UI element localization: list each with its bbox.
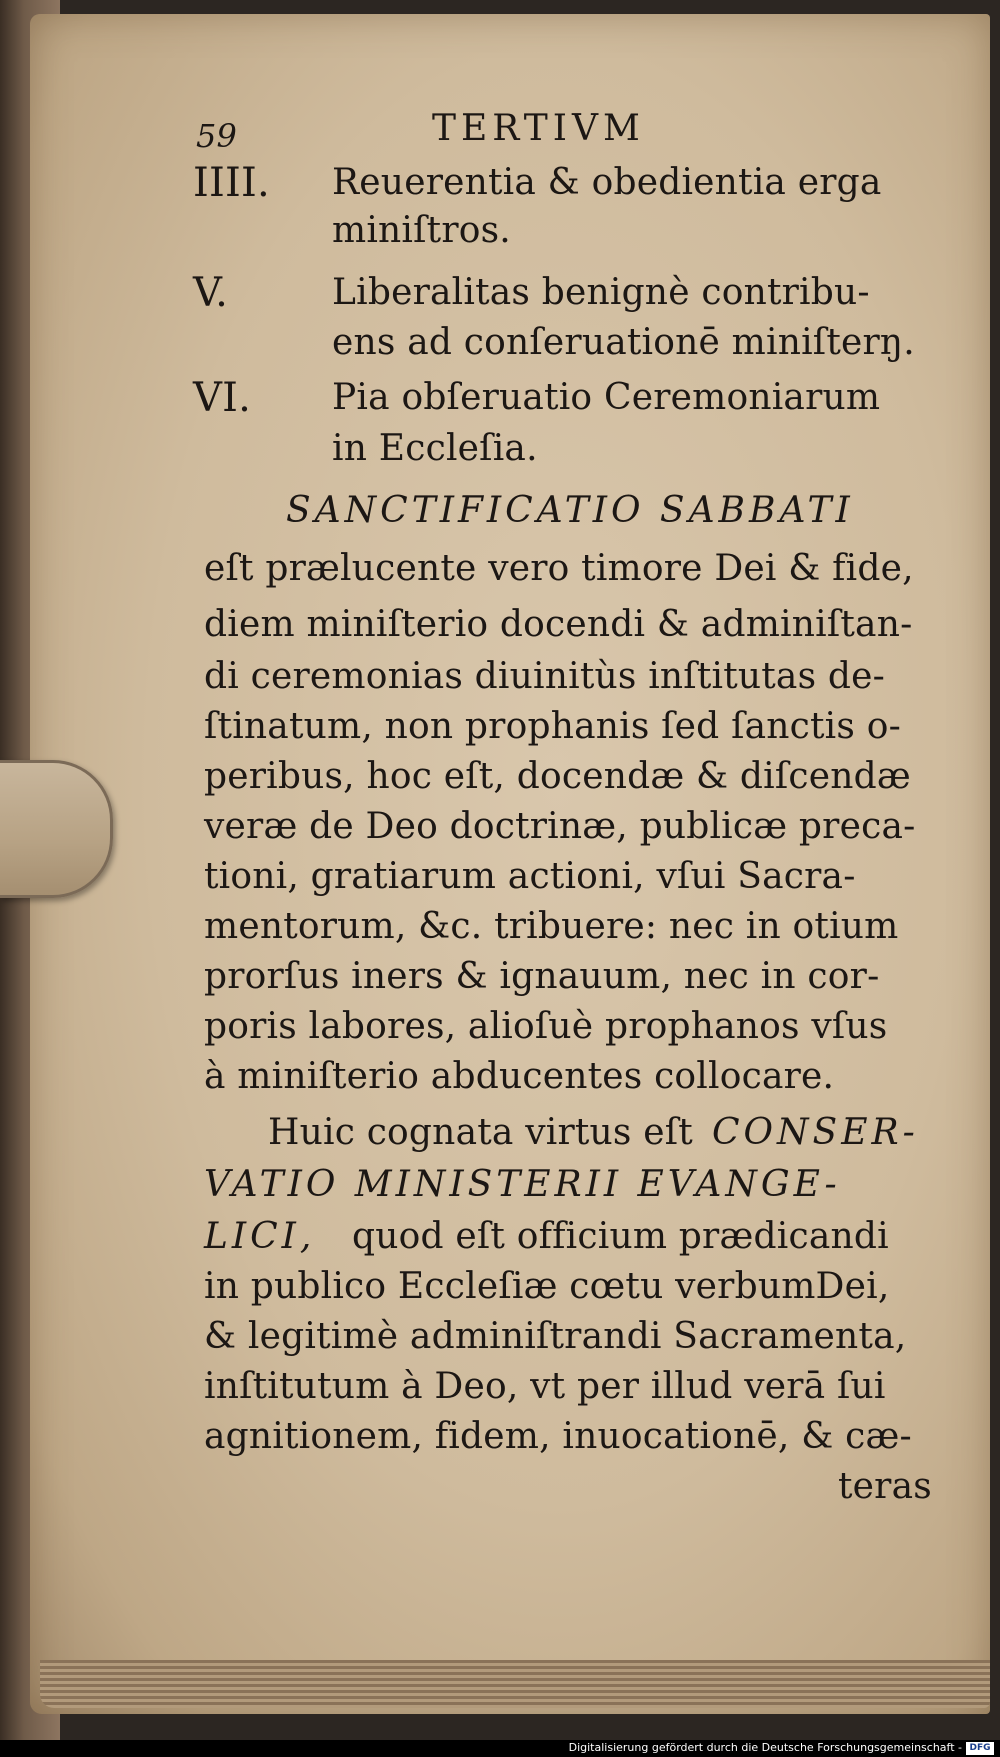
body-line: inſtitutum à Deo, vt per illud verā ſui — [204, 1366, 886, 1407]
body-line: prorſus iners & ignauum, nec in cor- — [204, 956, 880, 997]
list-line: in Eccleſia. — [332, 428, 538, 469]
body-line: quod eſt officium prædicandi — [352, 1216, 889, 1257]
body-line: & legitimè adminiſtrandi Sacramenta, — [204, 1316, 907, 1357]
body-line: ſtinatum, non prophanis ſed ſanctis o- — [204, 706, 901, 747]
body-line: di ceremonias diuinitùs inſtitutas de- — [204, 656, 886, 697]
digitization-credit: Digitalisierung gefördert durch die Deutsche Forschungsgemeinschaft - — [568, 1741, 962, 1754]
list-line: ens ad conſeruationē miniſterŋ. — [332, 322, 915, 363]
body-line: à miniſterio abducentes collocare. — [204, 1056, 835, 1097]
body-line: diem miniſterio docendi & adminiſtan- — [204, 604, 913, 645]
paragraph-caps: CONSER- — [712, 1112, 919, 1153]
body-line: agnitionem, fidem, inuocationē, & cæ- — [204, 1416, 912, 1457]
body-line: in publico Eccleſiæ cœtu verbumDei, — [204, 1266, 890, 1307]
running-title: TERTIVM — [432, 108, 645, 149]
body-line: tioni, gratiarum actioni, vſui Sacra- — [204, 856, 856, 897]
body-line: eſt prælucente vero timore Dei & fide, — [204, 548, 914, 589]
paragraph-caps: LICI, — [204, 1216, 316, 1257]
list-numeral-6: VI. — [193, 375, 252, 421]
list-line: Liberalitas benignè contribu- — [332, 272, 870, 313]
body-line: peribus, hoc eſt, docendæ & diſcendæ — [204, 756, 911, 797]
list-numeral-4: IIII. — [193, 160, 270, 206]
clasp-strap — [0, 760, 113, 898]
list-line: Pia obſeruatio Ceremoniarum — [332, 377, 881, 418]
list-numeral-5: V. — [193, 270, 229, 316]
body-line: poris labores, alioſuè prophanos vſus — [204, 1006, 888, 1047]
body-line: veræ de Deo doctrinæ, publicæ preca- — [204, 806, 916, 847]
paragraph-caps: VATIO MINISTERII EVANGE- — [204, 1164, 841, 1205]
paragraph-lead: Huic cognata virtus eſt — [268, 1112, 693, 1153]
catchword: teras — [838, 1466, 932, 1507]
list-line: Reuerentia & obedientia erga — [332, 162, 882, 203]
body-line: mentorum, &c. tribuere: nec in otium — [204, 906, 899, 947]
dfg-logo: DFG — [966, 1742, 994, 1755]
paragraph-heading: SANCTIFICATIO SABBATI — [286, 490, 854, 531]
page-stack-edges — [40, 1660, 990, 1708]
list-line: miniſtros. — [332, 210, 511, 251]
page-number: 59 — [196, 117, 238, 155]
